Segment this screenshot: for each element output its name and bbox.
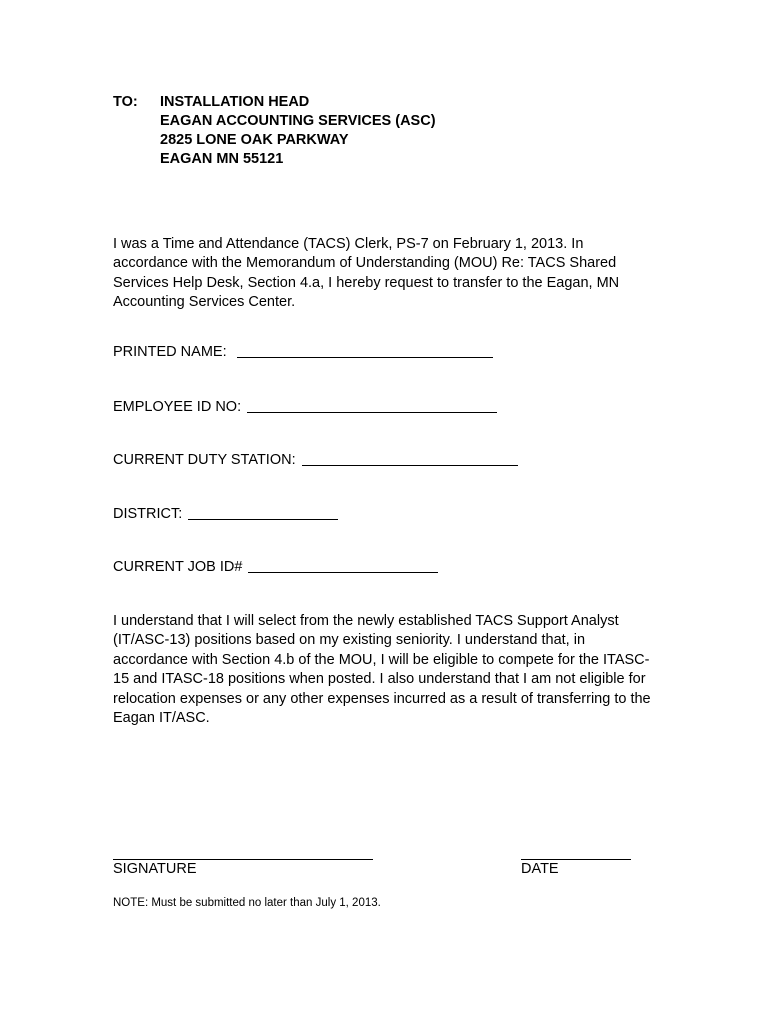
- employee-id-input[interactable]: [247, 398, 497, 413]
- submission-note: NOTE: Must be submitted no later than July 1, 2013.: [113, 897, 381, 909]
- signature-label: SIGNATURE: [113, 861, 197, 877]
- printed-name-field: [113, 343, 493, 361]
- address-line-office: EAGAN ACCOUNTING SERVICES (ASC): [160, 113, 436, 129]
- duty-station-input[interactable]: [302, 451, 518, 466]
- district-input[interactable]: [188, 505, 338, 520]
- duty-station-label: CURRENT DUTY STATION:: [113, 452, 296, 468]
- address-line-city: EAGAN MN 55121: [160, 151, 284, 167]
- duty-station-field: [113, 451, 518, 469]
- address-line-recipient: INSTALLATION HEAD: [160, 94, 310, 110]
- job-id-field: [113, 558, 438, 576]
- job-id-label: CURRENT JOB ID#: [113, 559, 243, 575]
- employee-id-label: EMPLOYEE ID NO:: [113, 399, 242, 415]
- printed-name-input[interactable]: [237, 343, 493, 358]
- request-paragraph: I was a Time and Attendance (TACS) Clerk, PS-7 on February 1, 2013. In accordance with the Memorandum of Understanding (MOU) Re: TACS Shared Services Help Desk, Section 4.a, I hereby request to transfer to the Eagan, MN Accounting Services Center.: [113, 236, 620, 311]
- district-field: [113, 505, 338, 523]
- to-label: TO:: [113, 94, 138, 110]
- district-label: DISTRICT:: [113, 506, 183, 522]
- acknowledgement-paragraph: I understand that I will select from the newly established TACS Support Analyst (IT/ASC-13) positions based on my existing seniority. I understand that, in accordance with Section 4.b of the MOU, I will be eligible to compete for the ITASC-15 and ITASC-18 positions when posted. I also understand that I am not eligible for relocation expenses or any other expenses incurred as a result of transferring to the Eagan IT/ASC.: [113, 613, 651, 727]
- job-id-input[interactable]: [248, 558, 438, 573]
- printed-name-label: PRINTED NAME:: [113, 344, 227, 360]
- address-line-street: 2825 LONE OAK PARKWAY: [160, 132, 349, 148]
- date-label: DATE: [521, 861, 559, 877]
- employee-id-field: [113, 398, 497, 416]
- recipient-address: [160, 93, 436, 169]
